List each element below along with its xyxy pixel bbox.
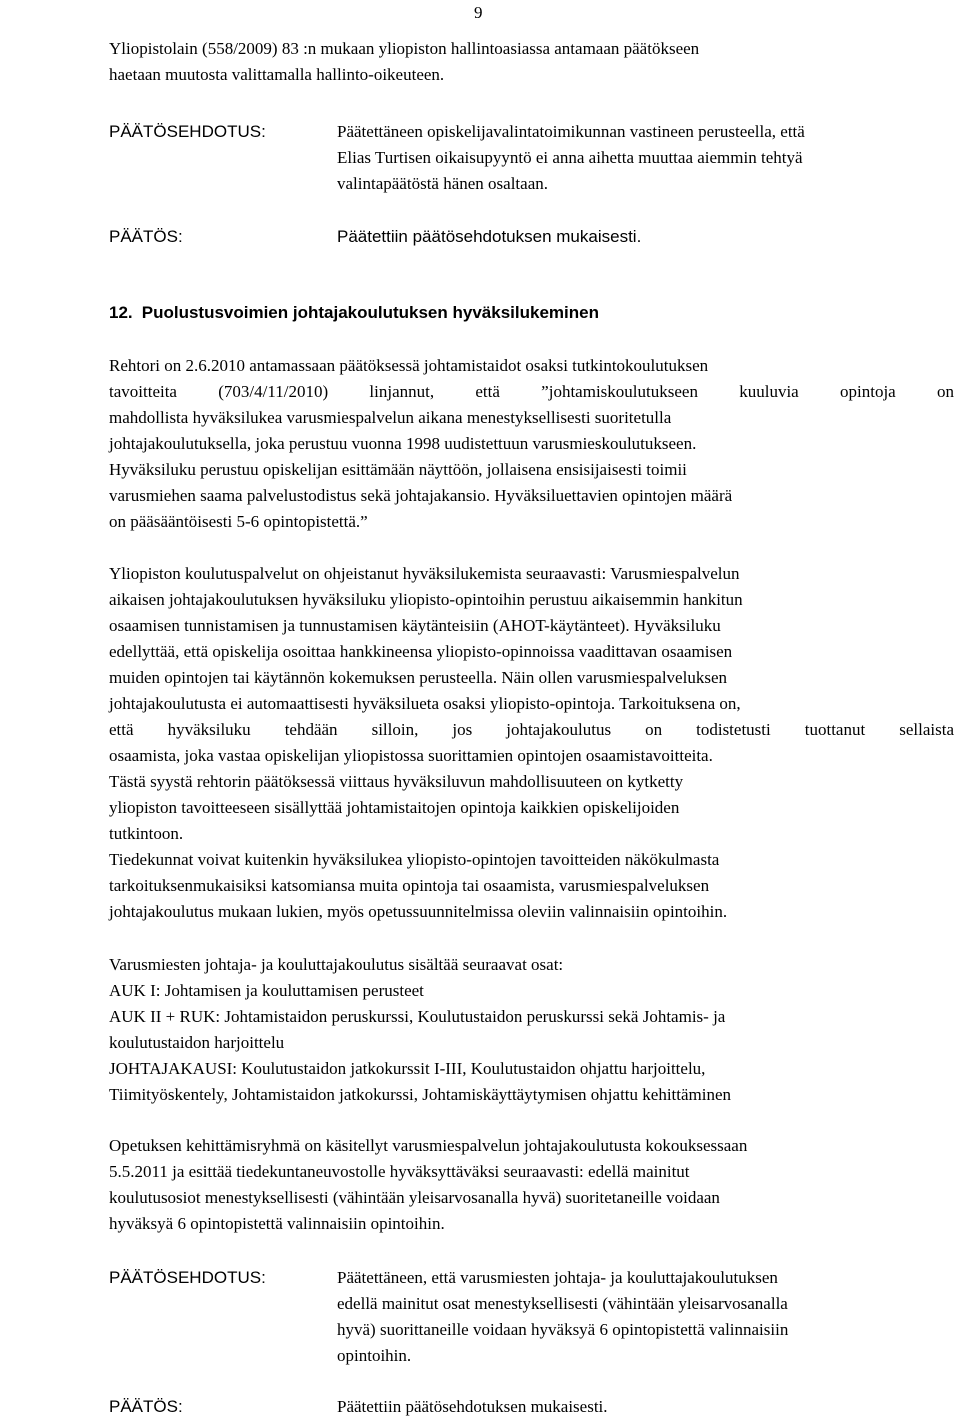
text-line: koulutusosiot menestyksellisesti (vähintään yleisarvosanalla hyvä) suoritetaneille voidaan [109, 1188, 720, 1207]
intro-paragraph [109, 36, 954, 88]
decision-label: PÄÄTÖS: [109, 227, 183, 246]
text-line: aikaisen johtajakoulutuksen hyväksiluku yliopisto-opintoihin perustuu aikaisemmin hankitun [109, 590, 743, 609]
text-line: Varusmiesten johtaja- ja kouluttajakoulutus sisältää seuraavat osat: [109, 955, 564, 974]
section-title: Puolustusvoimien johtajakoulutuksen hyväksilukeminen [141, 303, 599, 322]
text-line: tarkoituksenmukaisiksi katsomiansa muita opintoja tai osaamista, varusmiespalveluksen [109, 876, 710, 895]
text-line: koulutustaidon harjoittelu [109, 1033, 285, 1052]
text-line: on pääsääntöisesti 5-6 opintopistettä.” [109, 512, 368, 531]
decision-block-1 [109, 224, 954, 250]
text-line: johtajakoulutuksella, joka perustuu vuonna 1998 uudistettuun varusmieskoulutukseen. [109, 434, 697, 453]
proposal-text [337, 119, 954, 197]
text-line: Yliopiston koulutuspalvelut on ohjeistanut hyväksilukemista seuraavasti: Varusmiespalvelun [109, 564, 740, 583]
text-line: varusmiehen saama palvelustodistus sekä johtajakansio. Hyväksiluettavien opintojen määrä [109, 486, 733, 505]
proposal-label: PÄÄTÖSEHDOTUS: [109, 122, 266, 141]
text-line: hyvä) suorittaneille voidaan hyväksyä 6 opintopistettä valinnaisiin [337, 1320, 789, 1339]
text-line: tavoitteita (703/4/11/2010) linjannut, että ”johtamiskoulutukseen kuuluvia opintoja on [109, 382, 954, 401]
text-line: valintapäätöstä hänen osaltaan. [337, 174, 548, 193]
text-line: edellyttää, että opiskelija osoittaa hankkineensa yliopisto-opinnoissa vaadittavan osaamisen [109, 642, 733, 661]
paragraph-guidance [109, 561, 954, 925]
text-line: 5.5.2011 ja esittää tiedekuntaneuvostolle hyväksyttäväksi seuraavasti: edellä mainitut [109, 1162, 690, 1181]
text-line: Opetuksen kehittämisryhmä on käsitellyt varusmiespalvelun johtajakoulutusta kokouksessaan [109, 1136, 748, 1155]
proposal-block-2 [109, 1265, 954, 1369]
text-line: osaamisen tunnistamisen ja tunnustamisen käytänteisiin (AHOT-käytänteet). Hyväksiluku [109, 616, 721, 635]
text-line: muiden opintojen tai käytännön kokemuksen perusteella. Näin ollen varusmiespalveluksen [109, 668, 727, 687]
text-line: Tästä syystä rehtorin päätöksessä viittaus hyväksiluvun mahdollisuuteen on kytketty [109, 772, 684, 791]
text-line: yliopiston tavoitteeseen sisällyttää johtamistaitojen opintoja kaikkien opiskelijoiden [109, 798, 680, 817]
text-line: Tiedekunnat voivat kuitenkin hyväksilukea yliopisto-opintojen tavoitteiden näkökulmasta [109, 850, 720, 869]
text-line: opintoihin. [337, 1346, 412, 1365]
decision-text: Päätettiin päätösehdotuksen mukaisesti. [337, 227, 642, 246]
text-line: AUK I: Johtamisen ja kouluttamisen perusteet [109, 981, 424, 1000]
text-line: Päätettäneen opiskelijavalintatoimikunnan vastineen perusteella, että [337, 122, 805, 141]
decision-text: Päätettiin päätösehdotuksen mukaisesti. [337, 1397, 608, 1416]
text-line: haetaan muutosta valittamalla hallinto-oikeuteen. [109, 65, 445, 84]
text-line: JOHTAJAKAUSI: Koulutustaidon jatkokurssit I-III, Koulutustaidon ohjattu harjoittelu, [109, 1059, 706, 1078]
text-line: hyväksyä 6 opintopistettä valinnaisiin opintoihin. [109, 1214, 445, 1233]
paragraph-development-group [109, 1133, 954, 1237]
text-line: mahdollista hyväksilukea varusmiespalvelun aikana menestyksellisesti suoritetulla [109, 408, 672, 427]
text-line: osaamista, joka vastaa opiskelijan yliopistossa suorittamien opintojen osaamistavoitteita. [109, 746, 713, 765]
text-line: johtajakoulutus mukaan lukien, myös opetussuunnitelmissa oleviin valinnaisiin opintoihin. [109, 902, 728, 921]
text-line: Rehtori on 2.6.2010 antamassaan päätöksessä johtamistaidot osaksi tutkintokoulutuksen [109, 356, 709, 375]
paragraph-rector-decision [109, 353, 954, 535]
text-line: Tiimityöskentely, Johtamistaidon jatkokurssi, Johtamiskäyttäytymisen ohjattu kehittäminen [109, 1085, 732, 1104]
text-line: että hyväksiluku tehdään silloin, jos johtajakoulutus on todistetusti tuottanut sellaista [109, 720, 954, 739]
page-number: 9 [474, 3, 483, 22]
text-line: Yliopistolain (558/2009) 83 :n mukaan yliopiston hallintoasiassa antamaan päätökseen [109, 39, 700, 58]
decision-label: PÄÄTÖS: [109, 1397, 183, 1416]
paragraph-training-parts [109, 952, 954, 1108]
decision-block-2 [109, 1394, 954, 1420]
text-line: tutkintoon. [109, 824, 184, 843]
proposal-block-1 [109, 119, 954, 197]
text-line: johtajakoulutusta ei automaattisesti hyväksilueta osaksi yliopisto-opintoja. Tarkoituksena on, [109, 694, 741, 713]
proposal-label: PÄÄTÖSEHDOTUS: [109, 1268, 266, 1287]
text-line: Päätettäneen, että varusmiesten johtaja- ja kouluttajakoulutuksen [337, 1268, 778, 1287]
text-line: Elias Turtisen oikaisupyyntö ei anna aihetta muuttaa aiemmin tehtyä [337, 148, 803, 167]
proposal-text [337, 1265, 954, 1369]
text-line: AUK II + RUK: Johtamistaidon peruskurssi, Koulutustaidon peruskurssi sekä Johtamis- ja [109, 1007, 726, 1026]
section-heading [109, 300, 599, 326]
text-line: edellä mainitut osat menestyksellisesti (vähintään yleisarvosanalla [337, 1294, 788, 1313]
section-number: 12. [109, 303, 133, 322]
text-line: Hyväksiluku perustuu opiskelijan esittämään näyttöön, jollaisena ensisijaisesti toimii [109, 460, 687, 479]
